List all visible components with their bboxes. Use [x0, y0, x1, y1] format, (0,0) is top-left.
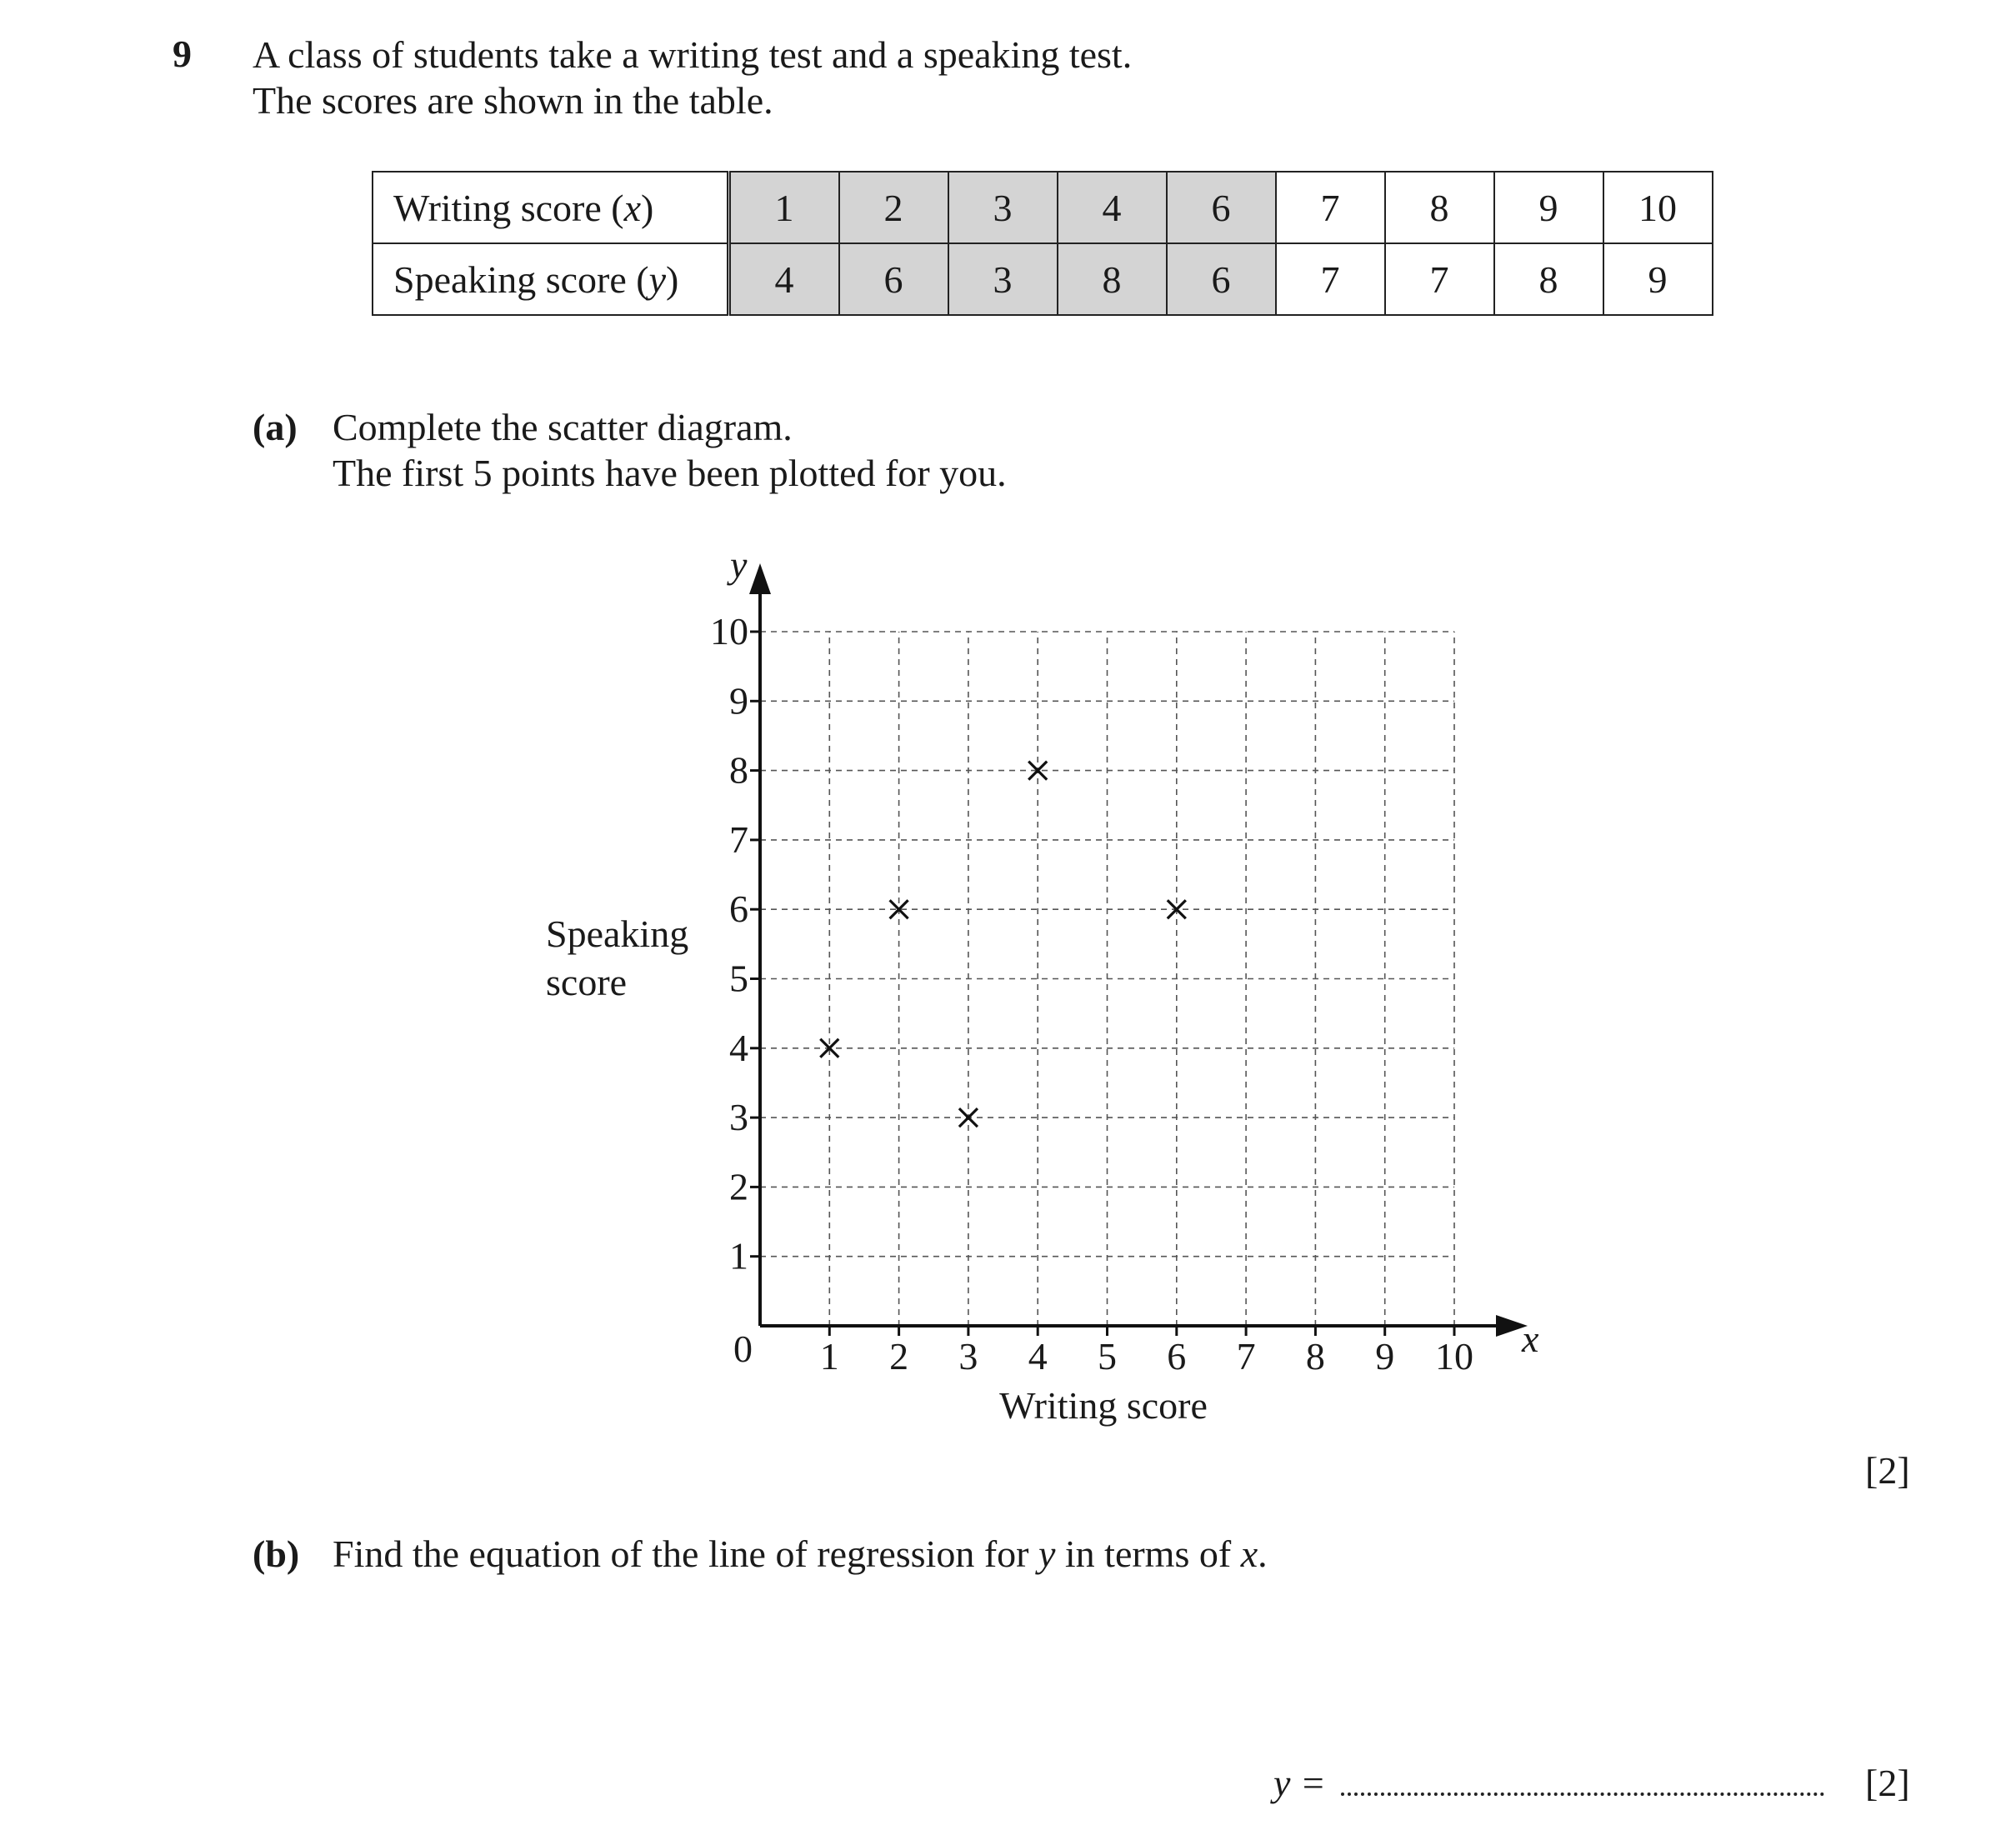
writing-cell: 7	[1276, 172, 1385, 243]
part-b	[253, 1532, 1268, 1576]
x-axis-label: Writing score	[999, 1384, 1208, 1427]
answer-line	[1273, 1761, 1824, 1805]
x-tick-label: 1	[819, 1335, 839, 1378]
writing-cell: 8	[1385, 172, 1494, 243]
part-b-text-3: .	[1258, 1532, 1268, 1575]
part-b-var-x: x	[1240, 1532, 1258, 1575]
y-tick-label: 10	[710, 610, 748, 652]
y-tick-label: 9	[729, 679, 748, 722]
x-tick-label: 6	[1167, 1335, 1187, 1378]
part-b-marks: [2]	[1865, 1762, 1910, 1804]
writing-cell: 10	[1603, 172, 1713, 243]
x-tick-label: 3	[958, 1335, 978, 1378]
part-b-var-y: y	[1038, 1532, 1056, 1575]
part-a-label: (a)	[253, 406, 298, 448]
x-tick-label: 9	[1375, 1335, 1395, 1378]
chart-axes	[749, 563, 1528, 1337]
origin-label: 0	[733, 1328, 753, 1370]
chart-points	[820, 762, 1186, 1128]
speaking-row-label: Speaking score (y)	[373, 243, 728, 315]
data-point-cross	[959, 1108, 978, 1127]
writing-cell: 1	[728, 172, 839, 243]
part-a-line-2: The first 5 points have been plotted for you.	[333, 452, 1007, 494]
speaking-cell: 6	[839, 243, 948, 315]
speaking-cell: 7	[1385, 243, 1494, 315]
answer-input-dots[interactable]	[1341, 1768, 1824, 1796]
speaking-cell: 4	[728, 243, 839, 315]
chart-grid	[760, 632, 1454, 1326]
part-b-text-2: in terms of	[1055, 1532, 1241, 1575]
x-tick-label: 8	[1305, 1335, 1325, 1378]
speaking-cell: 7	[1276, 243, 1385, 315]
speaking-cell: 6	[1167, 243, 1276, 315]
intro-line-2: The scores are shown in the table.	[253, 79, 773, 122]
writing-cell: 6	[1167, 172, 1276, 243]
y-tick-label: 1	[729, 1234, 748, 1278]
x-axis-variable: x	[1522, 1318, 1539, 1360]
x-tick-label: 2	[889, 1335, 909, 1378]
speaking-cell: 3	[948, 243, 1058, 315]
chart-ticks	[710, 610, 1473, 1378]
intro-line-1: A class of students take a writing test and a speaking test.	[253, 33, 1133, 76]
y-axis-label-line-1: Speaking	[546, 912, 689, 955]
y-tick-label: 7	[729, 818, 748, 861]
y-tick-label: 5	[729, 957, 748, 1000]
answer-prefix: y =	[1273, 1762, 1326, 1804]
x-tick-label: 7	[1236, 1335, 1256, 1378]
x-tick-label: 5	[1098, 1335, 1117, 1378]
y-tick-label: 6	[729, 888, 748, 931]
x-tick-label: 4	[1028, 1335, 1048, 1378]
writing-cell: 2	[839, 172, 948, 243]
part-b-label: (b)	[253, 1532, 300, 1575]
writing-cell: 4	[1058, 172, 1167, 243]
x-tick-label: 10	[1435, 1335, 1473, 1378]
y-tick-label: 8	[729, 748, 748, 792]
y-tick-label: 2	[729, 1165, 748, 1208]
speaking-cell: 9	[1603, 243, 1713, 315]
part-a-marks: [2]	[1865, 1449, 1910, 1492]
y-tick-label: 3	[729, 1096, 748, 1139]
y-axis-variable: y	[730, 543, 748, 586]
question-number: 9	[173, 32, 192, 75]
writing-row-label: Writing score (x)	[373, 172, 728, 243]
writing-cell: 9	[1494, 172, 1603, 243]
y-axis-arrow	[749, 563, 771, 594]
part-b-text-1: Find the equation of the line of regression for	[333, 1532, 1038, 1575]
speaking-cell: 8	[1058, 243, 1167, 315]
y-axis-label-line-2: score	[546, 961, 628, 1003]
part-a-line-1: Complete the scatter diagram.	[333, 406, 793, 448]
y-tick-label: 4	[729, 1026, 748, 1069]
speaking-cell: 8	[1494, 243, 1603, 315]
writing-cell: 3	[948, 172, 1058, 243]
